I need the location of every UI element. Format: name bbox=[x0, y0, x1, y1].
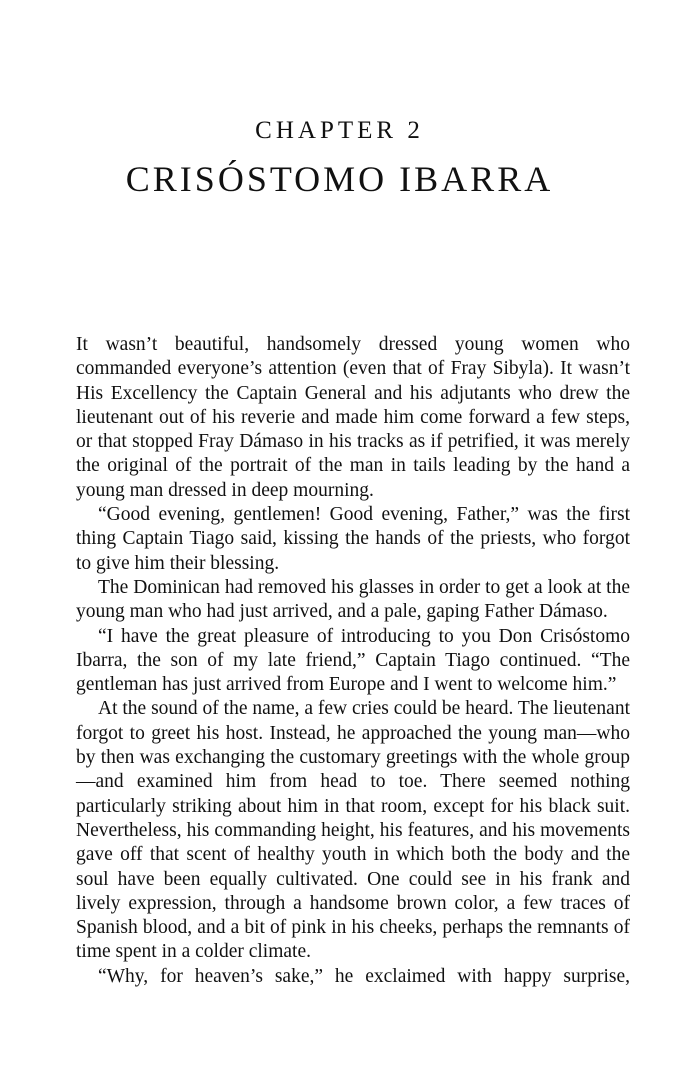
paragraph: At the sound of the name, a few cries could be heard. The lieutenant forgot to greet his host. Instead, he approached the young man—who by then was exchanging the customary greetings with the whole group—and examined him from head to toe. There seemed nothing particularly striking about him in that room, except for his black suit. Nevertheless, his commanding height, his features, and his movements gave off that scent of healthy youth in which both the body and the soul have been equally cultivated. One could see in his frank and lively expression, through a handsome brown color, a few traces of Spanish blood, and a bit of pink in his cheeks, perhaps the remnants of time spent in a colder climate. bbox=[76, 698, 630, 963]
chapter-title: CRISÓSTOMO IBARRA bbox=[125, 159, 554, 199]
paragraph: “Why, for heaven’s sake,” he exclaimed with happy surprise, bbox=[98, 965, 630, 987]
chapter-number: CHAPTER 2 bbox=[255, 117, 424, 144]
paragraph: “I have the great pleasure of introducing to you Don Crisóstomo Ibarra, the son of my late friend,” Captain Tiago continued. “The gentleman has just arrived from Europe and I went to welcome him.” bbox=[76, 625, 630, 696]
paragraph: It wasn’t beautiful, handsomely dressed young women who commanded everyone’s attention (even that of Fray Sibyla). It wasn’t His Excellency the Captain General and his adjutants who drew the lieutenant out of his reverie and made him come forward a few steps, or that stopped Fray Dámaso in his tracks as if petrified, it was merely the original of the portrait of the man in tails leading by the hand a young man dressed in deep mourning. bbox=[76, 334, 630, 501]
paragraph: The Dominican had removed his glasses in order to get a look at the young man who had just arrived, and a pale, gaping Father Dámaso. bbox=[76, 576, 630, 623]
paragraph: “Good evening, gentlemen! Good evening, Father,” was the first thing Captain Tiago said, kissing the hands of the priests, who forgot to give him their blessing. bbox=[76, 504, 630, 574]
chapter-body bbox=[76, 333, 630, 989]
